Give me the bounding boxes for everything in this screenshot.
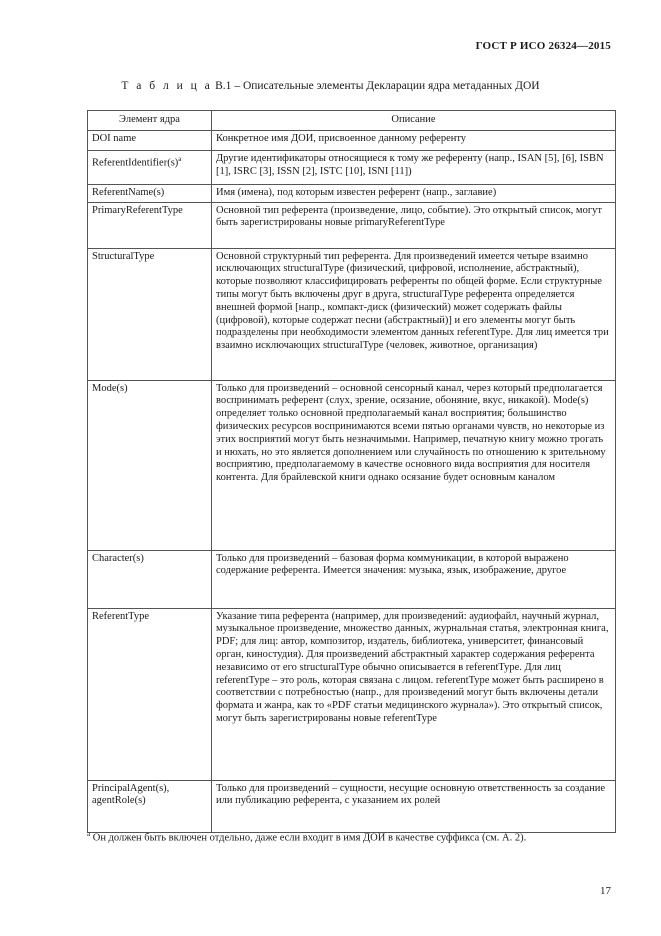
element-cell [88,608,212,780]
description-cell: Указание типа референта (например, для произведений: аудиофайл, научный журнал, музыкальное произведение, множество данных, журнальная статья, электронная книга, PDF; для лиц: автор, композитор, издатель, библиотека, университет, финансовый орган, киностудия). Для произведений абстрактный характер содержания референта независимо от его structuralType обычно описывается в referentType. Для лиц referentType – это роль, которая связана с лицом. referentType может быть расширено в соответствии с потребностью (напр., для произведений могут быть включены детали формата и жанра, как то «PDF статьи медицинского журнала»). Это открытый список, могут быть зарегистрированы новые referentType [212,608,616,780]
table-row [88,202,616,248]
description-cell: Основной структурный тип референта. Для произведений имеется четыре взаимно исключающих structuralType (физический, цифровой, исполнение, абстрактный), которые позволяют классифицировать референты по общей форме. Если структурные типы могут быть включены друг в друга, structuralType референта определяется внешней формой [напр., компакт-диск (физический) может содержать файлы (цифровой), которые содержат песни (абстрактный)] и его элементы могут быть подразделены при необходимости элементом данных referentType. Для лиц имеется три взаимно исключающих structuralType (человек, животное, организация) [212,248,616,380]
element-name: StructuralType [92,250,155,262]
element-cell [88,184,212,202]
table-row [88,150,616,184]
description-cell: Только для произведений – сущности, несущие основную ответственность за создание или публикацию референта, с указанием их ролей [212,780,616,832]
caption-number: В.1 [215,80,232,92]
table-row [88,380,616,550]
element-cell [88,248,212,380]
table-row [88,780,616,832]
element-name: ReferentName(s) [92,186,165,198]
description-cell: Только для произведений – базовая форма коммуникации, в которой выражено содержание референта. Имеется значения: музыка, язык, изображение, другое [212,550,616,608]
description-cell: Основной тип референта (произведение, лицо, событие). Это открытый список, могут быть зарегистрированы новые primaryReferentType [212,202,616,248]
table-row [88,130,616,150]
element-cell [88,130,212,150]
element-name: PrincipalAgent(s), agentRole(s) [92,782,170,807]
table-row [88,184,616,202]
description-cell: Имя (имена), под которым известен референт (напр., заглавие) [212,184,616,202]
element-cell [88,380,212,550]
table-footnote [87,830,627,844]
description-cell: Другие идентификаторы относящиеся к тому же референту (напр., ISAN [5], [6], ISBN [1], ISRC [3], ISSN [2], ISTC [10], ISNI [11]) [212,150,616,184]
element-cell [88,202,212,248]
column-header-element: Элемент ядра [88,111,212,131]
table-row [88,550,616,608]
footnote-ref: a [178,154,182,163]
metadata-table [87,110,616,833]
standard-header: ГОСТ Р ИСО 26324—2015 [475,40,611,52]
caption-prefix: Т а б л и ц а [121,80,213,92]
description-cell: Конкретное имя ДОИ, присвоенное данному референту [212,130,616,150]
footnote-marker: a [87,830,91,838]
element-name: DOI name [92,132,137,144]
caption-title: – Описательные элементы Декларации ядра метаданных ДОИ [231,80,540,92]
element-name: ReferentIdentifier(s) [92,157,179,169]
description-cell: Только для произведений – основной сенсорный канал, через который предполагается воспринимать референт (слух, зрение, осязание, обоняние, вкус, никакой). Mode(s) определяет только основной предполагаемый канал восприятия; большинство физических ресурсов воспринимаются всеми пятью органами чувств, но некоторые из этих восприятий могут быть незначимыми. Например, печатную книгу можно трогать и нюхать, но это является дополнением или случайность по отношению к зрительному восприятию, предполагаемому в качестве основного вида восприятия для носителя контента. Для брайлевской книги однако осязание будет основным каналом [212,380,616,550]
element-cell [88,550,212,608]
element-cell [88,780,212,832]
footnote-text: Он должен быть включен отдельно, даже если входит в имя ДОИ в качестве суффикса (см. А. 2). [90,832,527,844]
element-name: Character(s) [92,552,144,564]
table-row [88,608,616,780]
page-number: 17 [600,885,611,897]
table-row [88,248,616,380]
element-name: Mode(s) [92,382,128,394]
column-header-description: Описание [212,111,616,131]
element-cell [88,150,212,184]
table-caption [0,80,661,92]
table-header-row [88,111,616,131]
element-name: PrimaryReferentType [92,204,183,216]
element-name: ReferentType [92,610,149,622]
